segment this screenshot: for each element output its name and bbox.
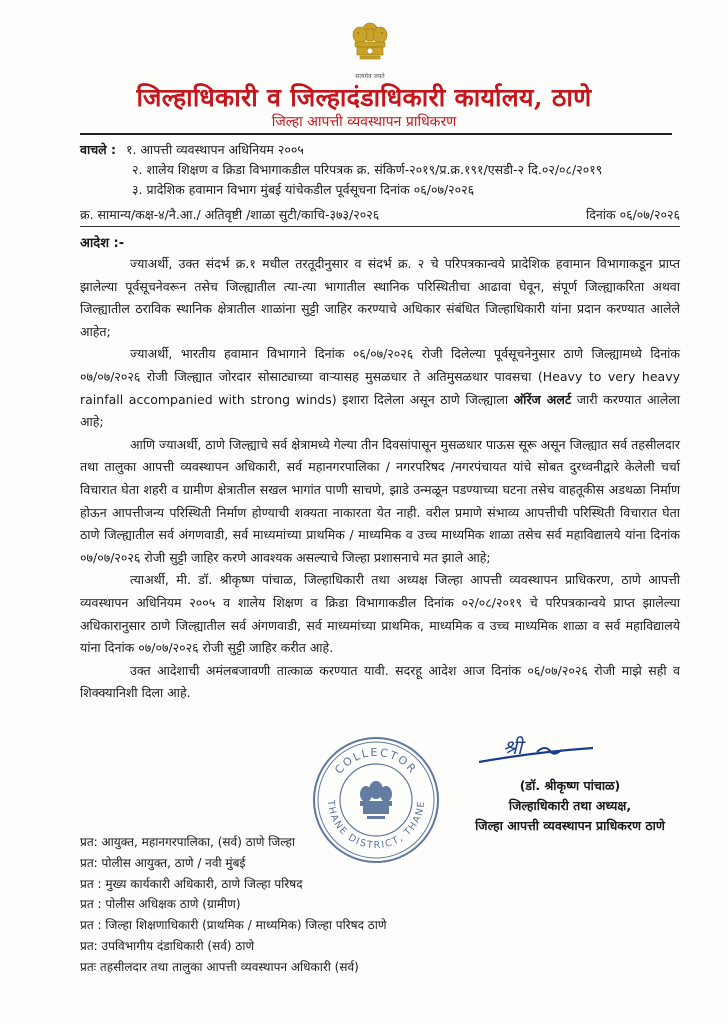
paragraph-text: जारी करण्यात आलेला आहे; [80,391,681,430]
copy-recipient: प्रत : पोलीस अधिक्षक ठाणे (ग्रामीण) [80,897,241,912]
order-reference-row [80,205,680,225]
references-block [80,140,680,200]
order-number: क्र. सामान्य/कक्ष-४/नै.आ./ अतिवृष्टी /शाळा सुटी/काचि-३७३/२०२६ [80,207,380,222]
copy-recipient: प्रत : जिल्हा शिक्षणाधिकारी (प्राथमिक / माध्यमिक) जिल्हा परिषद ठाणे [80,918,387,933]
reference-item: ३. प्रादेशिक हवामान विभाग मुंबई यांचेकडील पूर्वसूचना दिनांक ०६/०७/२०२६ [132,182,475,197]
seal-top-text: COLLECTOR [332,745,420,777]
reference-line-1 [80,140,680,160]
paragraph-weather-warning [80,343,680,433]
reference-item: २. शालेय शिक्षण व क्रिडा विभागाकडील परिपत्रक क्र. संकिर्ण-२०१९/प्र.क्र.१९१/एसडी-२ दि.०२/०८/२०१९ [132,162,603,177]
references-label: वाचले : [80,142,116,157]
reference-divider [80,226,680,227]
copy-recipient: प्रत: पोलीस आयुक्त, ठाणे / नवी मुंबई [80,855,246,870]
copy-recipient: प्रत : मुख्य कार्यकारी अधिकारी, ठाणे जिल्हा परिषद [80,876,303,891]
paragraph-declaration: त्याअर्थी, मी. डॉ. श्रीकृष्ण पांचाळ, जिल्हाधिकारी तथा अध्यक्ष जिल्हा आपत्ती व्यवस्थापन प्राधिकरण, ठाणे आपत्ती व्यवस्थापन अधिनियम २००५ व शालेय शिक्षण व क्रिडा विभागाकडील दिनांक ०२/०८/२०१९ चे परिपत्रकान्वये प्राप्त झालेल्या अधिकारानुसार ठाणे जिल्ह्यातील सर्व अंगणवाडी, सर्व माध्यमांच्या प्राथमिक, माध्यमिक व उच्च माध्यमिक शाळा व सर्व महाविद्यालये यांना दिनांक ०७/०७/२०२६ रोजी सुट्टी जाहिर करीत आहे. [80,572,680,656]
orange-alert-text: ऑरेंज अलर्ट [513,391,572,407]
office-title: जिल्हाधिकारी व जिल्हादंडाधिकारी कार्यालय, ठाणे [136,83,592,112]
signatory-designation: जिल्हाधिकारी तथा अध्यक्ष, [508,798,632,813]
copy-distribution-list [80,832,500,978]
signatory-organization: जिल्हा आपत्ती व्यवस्थापन प्राधिकरण ठाणे [475,818,665,833]
header-divider [80,133,672,135]
reference-line-2 [80,160,680,180]
copy-recipient: प्रत: उपविभागीय दंडाधिकारी (सर्व) ठाणे [80,938,255,953]
reference-item: १. आपत्ती व्यवस्थापन अधिनियम २००५ [125,142,304,157]
order-date: दिनांक ०६/०७/२०२६ [585,207,680,222]
emblem-motto: सत्यमेव जयते [355,73,385,80]
signature-scribble: श्री [503,735,523,759]
order-body [80,253,680,705]
paragraph-situation: आणि ज्याअर्थी, ठाणे जिल्ह्याचे सर्व क्षेत्रामध्ये गेल्या तीन दिवसांपासून मुसळधार पाऊस सूरू असून जिल्ह्यात सर्व तहसीलदार तथा तालुका आपत्ती व्यवस्थापन अधिकारी, सर्व महानगरपालिका / नगरपरिषद /नगरपंचायत यांचे सोबत दुरध्वनीद्वारे केलेली चर्चा विचारात घेता शहरी व ग्रामीण क्षेत्रातील सखल भागांत पाणी साचणे, झाडे उन्मळून पडण्याच्या घटना तसेच वाहतूकीस अडथळा निर्माण होऊन आपत्तीजन्य परिस्थिती निर्माण होण्याची शक्यता नाकारता येत नाही. वरील प्रमाणे संभाव्य आपत्तीची परिस्थिती विचारात घेता ठाणे जिल्ह्यातील सर्व अंगणवाडी, सर्व माध्यमांच्या प्राथमिक / माध्यमिक व उच्च माध्यमिक शाळा तसेच सर्व महाविद्यालये यांना दिनांक ०७/०७/२०२६ रोजी सुट्टी जाहिर करणे आवश्यक असल्याचे जिल्हा प्रशासनाचे मत झाले आहे; [80,436,680,565]
national-emblem-icon [348,18,392,72]
signature-icon [475,730,595,770]
signature-block [440,776,700,836]
office-subtitle: जिल्हा आपत्ती व्यवस्थापन प्राधिकरण [271,114,457,130]
copy-recipient: प्रतः तहसीलदार तथा तालुका आपत्ती व्यवस्थापन अधिकारी (सर्व) [80,959,359,974]
order-heading: आदेश :- [80,236,125,251]
reference-line-3 [80,180,680,200]
signatory-name: (डॉ. श्रीकृष्ण पांचाळ) [519,778,621,793]
seal-bottom-text: THANE DISTRICT, THANE [324,799,428,852]
copy-recipient: प्रत: आयुक्त, महानगरपालिका, (सर्व) ठाणे जिल्हा [80,835,295,849]
paragraph-authority: ज्याअर्थी, उक्त संदर्भ क्र.१ मधील तरतूदीनुसार व संदर्भ क्र. २ चे परिपत्रकान्वये प्रादेशिक हवामान विभागाकडून प्राप्त झालेल्या पूर्वसूचनेवरून तसेच जिल्ह्यातील त्या-त्या भागातील स्थानिक परिस्थितीचा आढावा घेवून, संपूर्ण जिल्ह्याकरिता अथवा जिल्ह्यातील ठराविक स्थानिक क्षेत्रातील शाळांना सुट्टी जाहिर करण्याचे अधिकार संबंधित जिल्हाधिकारी यांना प्रदान करण्यात आलेले आहेत; [80,256,680,339]
paragraph-implementation: उक्त आदेशाची अमंलबजावणी तात्काळ करण्यात यावी. सदरहू आदेश आज दिनांक ०६/०७/२०२६ रोजी माझे सही व शिक्क्यानिशी दिला आहे. [80,662,680,701]
paragraph-text: ज्याअर्थी, भारतीय हवामान विभागाने दिनांक ०६/०७/२०२६ रोजी दिलेल्या पूर्वसूचनेनुसार ठाणे जिल्ह्यामध्ये दिनांक ०७/०७/२०२६ रोजी जिल्ह्यात जोरदार सोसाट्याच्या वाऱ्यासह मुसळधार ते अतिमुसळधार पावसचा (Heavy to very heavy rainfall accompanied with strong winds) इशारा दिलेला असून ठाणे जिल्ह्याला [80,346,680,407]
